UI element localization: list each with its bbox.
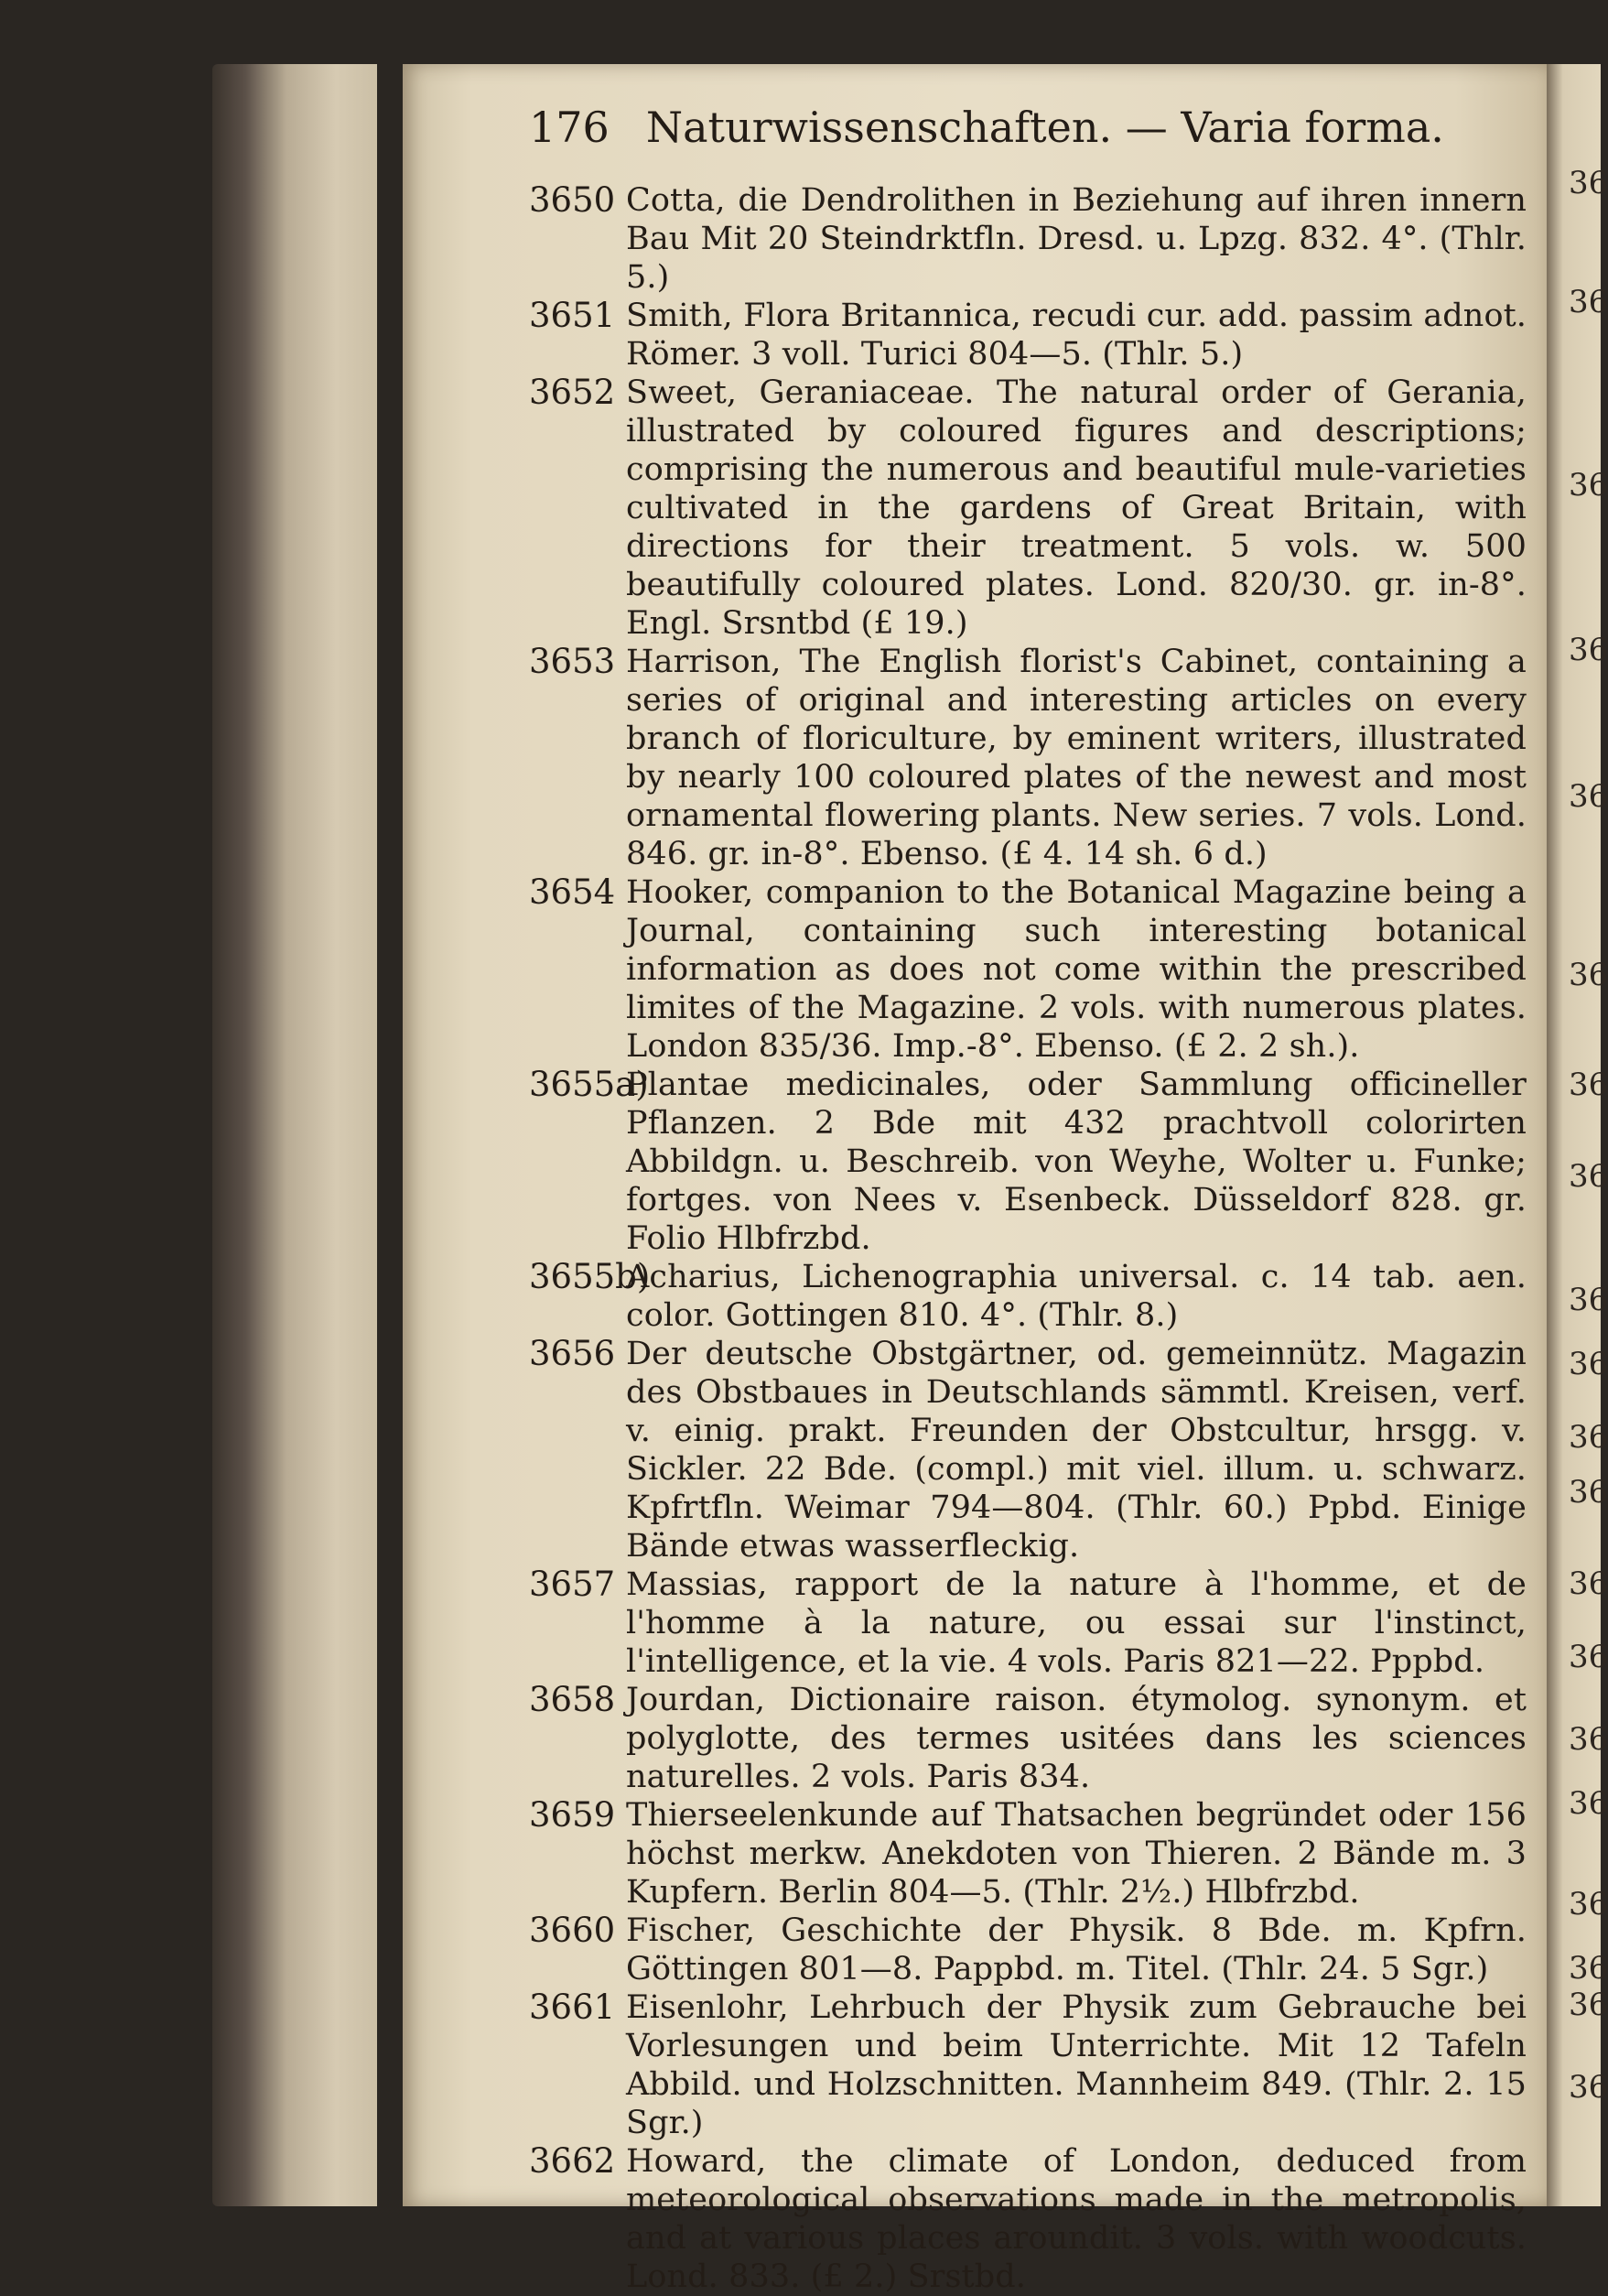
next-page-number: 36 <box>1569 1987 1608 2023</box>
entry-number: 3650 <box>529 180 616 220</box>
catalogue-entry <box>529 1335 1527 1565</box>
next-page-number: 36 <box>1569 2069 1608 2106</box>
entry-number: 3657 <box>529 1565 616 1604</box>
entry-text: Howard, the climate of London, deduced from meteorological observations made in the metropolis, and at various places aroundit. 3 vols. with woodcuts. Lond. 833. (£ 2.) Srstbd. <box>626 2143 1527 2295</box>
catalogue-entry <box>529 1796 1527 1912</box>
entry-number: 3655a) <box>529 1065 649 1104</box>
entry-text: Sweet, Geraniaceae. The natural order of Gerania, illustrated by coloured figures and descriptions; comprising the numerous and beautiful mule-varieties cultivated in the gardens of Great Britain, with directions for their treatment. 5 vols. w. 500 beautifully coloured plates. Lond. 820/30. gr. in-8°. Engl. Srsntbd (£ 19.) <box>626 374 1527 642</box>
next-page-number: 36 <box>1569 1721 1608 1758</box>
entry-number: 3654 <box>529 872 616 912</box>
entry-number: 3659 <box>529 1795 616 1835</box>
next-page-number: 36 <box>1569 1565 1608 1602</box>
next-page-number: 36 <box>1569 1282 1608 1318</box>
entry-number: 3658 <box>529 1680 616 1719</box>
next-page-number: 36 <box>1569 778 1608 815</box>
next-page-number: 36 <box>1569 632 1608 668</box>
next-page-number: 36 <box>1569 1639 1608 1675</box>
next-page-number: 36 <box>1569 165 1608 201</box>
catalogue-entry <box>529 873 1527 1066</box>
catalogue-entry <box>529 1681 1527 1796</box>
next-page-number: 36 <box>1569 1067 1608 1103</box>
next-page-number: 36 <box>1569 1474 1608 1511</box>
entry-text: Plantae medicinales, oder Sammlung officineller Pflanzen. 2 Bde mit 432 prachtvoll colorirten Abbildgn. u. Beschreib. von Weyhe, Wolter u. Funke; fortges. von Nees v. Esenbeck. Düsseldorf 828. gr. Folio Hlbfrzbd. <box>626 1067 1527 1257</box>
next-page-number: 36 <box>1569 467 1608 504</box>
entry-text: Smith, Flora Britannica, recudi cur. add. passim adnot. Römer. 3 voll. Turici 804—5. (Thlr. 5.) <box>626 298 1527 373</box>
entry-number: 3652 <box>529 373 616 412</box>
catalogue-entry <box>529 1912 1527 1988</box>
entry-text: Massias, rapport de la nature à l'homme, et de l'homme à la nature, ou essai sur l'instinct, l'intelligence, et la vie. 4 vols. Paris 821—22. Pppbd. <box>626 1566 1527 1680</box>
entry-text: Hooker, companion to the Botanical Magazine being a Journal, containing such interesting botanical information as does not come within the prescribed limites of the Magazine. 2 vols. with numerous plates. London 835/36. Imp.-8°. Ebenso. (£ 2. 2 sh.). <box>626 874 1527 1065</box>
next-page-number: 36 <box>1569 957 1608 993</box>
entry-number: 3662 <box>529 2141 616 2181</box>
catalogue-entry <box>529 1988 1527 2142</box>
next-page-number: 36 <box>1569 1886 1608 1922</box>
catalogue-entries <box>529 181 1527 2296</box>
catalogue-entry <box>529 181 1527 297</box>
entry-number: 3660 <box>529 1911 616 1950</box>
entry-number: 3651 <box>529 296 616 335</box>
entry-text: Acharius, Lichenographia universal. c. 14 tab. aen. color. Gottingen 810. 4°. (Thlr. 8.) <box>626 1259 1527 1334</box>
entry-text: Thierseelenkunde auf Thatsachen begründet oder 156 höchst merkw. Anekdoten von Thieren. 2 Bände m. 3 Kupfern. Berlin 804—5. (Thlr. 2½.) Hlbfrzbd. <box>626 1797 1527 1911</box>
next-page-number: 36 <box>1569 1346 1608 1382</box>
catalogue-entry <box>529 1066 1527 1258</box>
next-page-number: 36 <box>1569 1950 1608 1987</box>
entry-text: Jourdan, Dictionaire raison. étymolog. synonym. et polyglotte, des termes usitées dans les sciences naturelles. 2 vols. Paris 834. <box>626 1682 1527 1795</box>
catalogue-entry <box>529 643 1527 873</box>
entry-text: Fischer, Geschichte der Physik. 8 Bde. m. Kpfrn. Göttingen 801—8. Pappbd. m. Titel. (Thlr. 24. 5 Sgr.) <box>626 1912 1527 1987</box>
running-title: Naturwissenschaften. — Varia forma. <box>645 103 1444 152</box>
running-header <box>529 103 1444 152</box>
entry-number: 3655b) <box>529 1257 651 1296</box>
next-page-number: 36 <box>1569 1158 1608 1195</box>
book-page-edges <box>212 64 377 2206</box>
entry-text: Cotta, die Dendrolithen in Beziehung auf ihren innern Bau Mit 20 Steindrktfln. Dresd. u. Lpzg. 832. 4°. (Thlr. 5.) <box>626 182 1527 296</box>
catalogue-entry <box>529 374 1527 643</box>
catalogue-entry <box>529 1565 1527 1681</box>
entry-text: Eisenlohr, Lehrbuch der Physik zum Gebrauche bei Vorlesungen und beim Unterrichte. Mit 12 Tafeln Abbild. und Holzschnitten. Mannheim 849. (Thlr. 2. 15 Sgr.) <box>626 1989 1527 2141</box>
catalogue-entry <box>529 297 1527 374</box>
next-page-margin <box>1547 64 1608 2206</box>
entry-number: 3661 <box>529 1987 616 2027</box>
entry-text: Der deutsche Obstgärtner, od. gemeinnütz. Magazin des Obstbaues in Deutschlands sämmtl. Kreisen, verf. v. einig. prakt. Freunden der Obstcultur, hrsgg. v. Sickler. 22 Bde. (compl.) mit viel. illum. u. schwarz. Kpfrtfln. Weimar 794—804. (Thlr. 60.) Ppbd. Einige Bände etwas wasserfleckig. <box>626 1336 1527 1565</box>
next-page-number: 36 <box>1569 1785 1608 1822</box>
entry-number: 3656 <box>529 1334 616 1373</box>
next-page-number: 36 <box>1569 284 1608 320</box>
entry-text: Harrison, The English florist's Cabinet, containing a series of original and interesting articles on every branch of floriculture, by eminent writers, illustrated by nearly 100 coloured plates of the newest and most ornamental flowering plants. New series. 7 vols. Lond. 846. gr. in-8°. Ebenso. (£ 4. 14 sh. 6 d.) <box>626 644 1527 872</box>
entry-number: 3653 <box>529 642 616 681</box>
catalogue-entry <box>529 1258 1527 1335</box>
page-number: 176 <box>529 103 610 152</box>
next-page-number: 36 <box>1569 1419 1608 1456</box>
catalogue-entry <box>529 2142 1527 2296</box>
